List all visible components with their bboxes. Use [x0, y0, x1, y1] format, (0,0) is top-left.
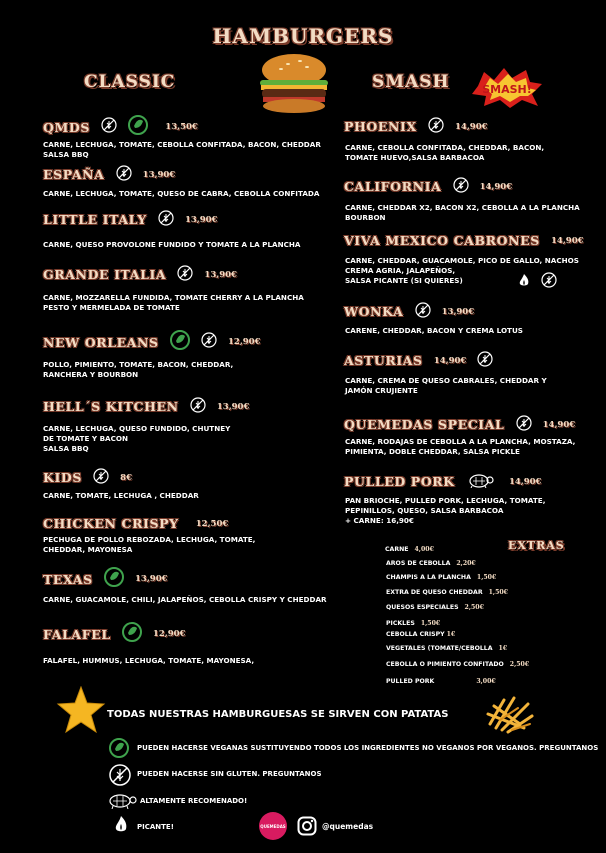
item-description: CARNE, LECHUGA, QUESO FUNDIDO, CHUTNEY DE TOMATE Y BACON SALSA BBQ — [43, 424, 231, 453]
item-price: 13,90€ — [135, 574, 168, 584]
extra-item: VEGETALES (TOMATE/CEBOLLA 1€ — [386, 645, 508, 652]
gluten-free-icon — [477, 351, 493, 371]
item-price: 14,90€ — [433, 355, 467, 366]
item-name: VIVA MEXICO CABRONES — [344, 233, 540, 248]
gluten-free-icon — [116, 165, 132, 185]
item-description: CARNE, LECHUGA, TOMATE, CEBOLLA CONFITADA, BACON, CHEDDAR SALSA BBQ — [43, 140, 321, 159]
extra-item: CEBOLLA O PIMIENTO CONFITADO 2,50€ — [386, 661, 530, 668]
extra-item: AROS DE CEBOLLA 2,20€ — [386, 560, 476, 567]
item-description: CARENE, CHEDDAR, BACON Y CREMA LOTUS — [345, 326, 523, 335]
menu-item-espana — [43, 164, 175, 185]
gluten-free-icon — [516, 415, 532, 435]
menu-item-quemedas-special — [344, 414, 575, 435]
item-description: CARNE, CREMA DE QUESO CABRALES, CHEDDAR Y JAMÓN CRUJIENTE — [345, 376, 547, 395]
menu-item-asturias — [344, 350, 493, 371]
item-price: 14,90€ — [542, 419, 576, 430]
item-name: WONKA — [344, 304, 404, 319]
item-price: 14,90€ — [455, 121, 488, 132]
item-price: 12,90€ — [227, 337, 261, 347]
gluten-free-icon — [177, 265, 193, 285]
item-name: QMDS — [43, 119, 90, 135]
extra-item: CHAMPIS A LA PLANCHA 1,50€ — [386, 574, 497, 581]
item-name: LITTLE ITALY — [43, 212, 147, 227]
gluten-free-icon — [453, 177, 469, 197]
smash-heading: SMASH — [372, 72, 450, 92]
item-description: CARNE, LECHUGA, TOMATE, QUESO DE CABRA, CEBOLLA CONFITADA — [43, 189, 320, 198]
item-name: NEW ORLEANS — [43, 334, 159, 350]
item-price: 13,90€ — [441, 306, 475, 317]
item-description: CARNE, GUACAMOLE, CHILI, JALAPEÑOS, CEBOLLA CRISPY Y CHEDDAR — [43, 595, 327, 604]
vegan-icon — [128, 115, 148, 139]
item-price: 13,90€ — [142, 169, 176, 180]
item-price: 12,50€ — [195, 518, 229, 529]
item-price: 8€ — [120, 472, 133, 483]
item-description: CARNE, CEBOLLA CONFITADA, CHEDDAR, BACON, TOMATE HUEVO,SALSA BARBACOA — [345, 143, 545, 162]
burger-image — [255, 52, 333, 114]
vegan-icon — [109, 738, 129, 758]
fries-banner: TODAS NUESTRAS HAMBURGUESAS SE SIRVEN CON PATATAS — [107, 709, 449, 720]
item-name: ASTURIAS — [344, 353, 423, 368]
legend-recommended: ALTAMENTE RECOMENADO! — [140, 797, 248, 805]
item-description: FALAFEL, HUMMUS, LECHUGA, TOMATE, MAYONESA, — [43, 656, 255, 665]
item-price: 13,90€ — [184, 214, 218, 225]
item-price: 14,90€ — [508, 476, 542, 487]
extra-item: PICKLES 1,50€ — [386, 620, 441, 627]
item-price: 13,90€ — [204, 269, 237, 280]
menu-item-kids — [43, 467, 132, 488]
legend-spicy: PICANTE! — [137, 823, 174, 831]
menu-item-wonka — [344, 301, 474, 322]
item-description: POLLO, PIMIENTO, TOMATE, BACON, CHEDDAR, RANCHERA Y BOURBON — [43, 360, 234, 379]
gluten-free-icon — [428, 117, 444, 137]
classic-heading: CLASSIC — [84, 72, 176, 92]
logo-text: QUEMEDAS — [260, 823, 286, 829]
extra-item: CEBOLLA CRISPY 1€ — [386, 631, 456, 638]
gluten-free-icon — [109, 764, 131, 786]
page-title: HAMBURGERS — [212, 24, 394, 48]
turtle-recommended-icon — [107, 791, 137, 809]
item-name: HELL´S KITCHEN — [43, 399, 179, 414]
item-name: CALIFORNIA — [344, 179, 442, 194]
turtle-recommended-icon — [466, 472, 494, 492]
item-description: PECHUGA DE POLLO REBOZADA, LECHUGA, TOMATE, CHEDDAR, MAYONESA — [43, 535, 256, 554]
item-price: 14,90€ — [551, 235, 584, 246]
extra-item: PULLED PORK 3,00€ — [386, 678, 496, 685]
gluten-free-icon — [541, 272, 557, 288]
smash-badge-text: SMASH! — [482, 83, 532, 96]
item-name: KIDS — [43, 470, 82, 485]
gluten-free-icon — [201, 332, 217, 352]
vegan-icon — [104, 567, 124, 591]
item-name: CHICKEN CRISPY — [43, 516, 179, 531]
legend-gluten: PUEDEN HACERSE SIN GLUTEN. PREGUNTANOS — [137, 770, 322, 778]
menu-item-phoenix — [344, 116, 488, 137]
quemedas-logo — [259, 812, 287, 840]
instagram-icon[interactable] — [297, 816, 317, 836]
star-icon — [56, 686, 106, 734]
extra-item: CARNE 4,00€ — [385, 546, 434, 553]
gluten-free-icon — [101, 117, 117, 137]
legend-vegan: PUEDEN HACERSE VEGANAS SUSTITUYENDO TODOS LOS INGREDIENTES NO VEGANOS POR VEGANOS. PREGUNTANOS — [137, 744, 599, 752]
menu-item-pulled-pork — [344, 471, 541, 492]
item-description: CARNE, MOZZARELLA FUNDIDA, TOMATE CHERRY A LA PLANCHA PESTO Y MERMELADA DE TOMATE — [43, 293, 304, 312]
item-name: PHOENIX — [344, 119, 417, 134]
item-name: FALAFEL — [43, 626, 111, 642]
menu-item-hells-kitchen — [43, 396, 249, 417]
item-description: CARNE, TOMATE, LECHUGA , CHEDDAR — [43, 491, 199, 500]
item-name: GRANDE ITALIA — [43, 267, 167, 282]
item-description: CARNE, RODAJAS DE CEBOLLA A LA PLANCHA, MOSTAZA, PIMIENTA, DOBLE CHEDDAR, SALSA PICKLE — [345, 437, 576, 456]
menu-item-new-orleans — [43, 330, 261, 354]
item-description: CARNE, CHEDDAR X2, BACON X2, CEBOLLA A LA PLANCHA BOURBON — [345, 203, 580, 222]
vegan-icon — [122, 622, 142, 646]
menu-item-chicken-crispy — [43, 513, 228, 532]
item-price: 13,50€ — [165, 122, 198, 132]
smash-badge — [470, 66, 544, 108]
gluten-free-icon — [190, 397, 206, 417]
spicy-icon — [114, 815, 128, 833]
gluten-free-icon — [93, 468, 109, 488]
item-name: PULLED PORK — [344, 474, 455, 489]
item-description: CARNE, QUESO PROVOLONE FUNDIDO Y TOMATE A LA PLANCHA — [43, 240, 301, 249]
item-description: CARNE, CHEDDAR, GUACAMOLE, PICO DE GALLO, NACHOS CREMA AGRIA, JALAPEÑOS, SALSA PICANTE (SI QUIERES) — [345, 256, 579, 285]
menu-item-viva-mexico-cabrones — [344, 230, 584, 249]
item-name: ESPAÑA — [43, 167, 105, 182]
extra-item: QUESOS ESPECIALES 2,50€ — [386, 604, 484, 611]
item-price: 14,90€ — [479, 181, 513, 192]
item-name: TEXAS — [43, 571, 93, 587]
gluten-free-icon — [158, 210, 174, 230]
menu-item-qmds — [43, 115, 198, 139]
menu-item-falafel — [43, 622, 185, 646]
spicy-icon — [518, 273, 530, 287]
item-name: QUEMEDAS SPECIAL — [344, 417, 505, 432]
fries-image — [484, 694, 536, 736]
item-price: 12,90€ — [152, 629, 186, 639]
menu-item-texas — [43, 567, 168, 591]
menu-item-grande-italia — [43, 264, 237, 285]
item-description: PAN BRIOCHE, PULLED PORK, LECHUGA, TOMATE, PEPINILLOS, QUESO, SALSA BARBACOA + CARNE: 16,90€ — [345, 496, 546, 525]
item-price: 13,90€ — [216, 401, 250, 412]
menu-item-little-italy — [43, 209, 217, 230]
menu-item-california — [344, 176, 512, 197]
extra-item: EXTRA DE QUESO CHEDDAR 1,50€ — [386, 589, 508, 596]
gluten-free-icon — [415, 302, 431, 322]
vegan-icon — [170, 330, 190, 354]
instagram-handle[interactable]: @quemedas — [322, 822, 374, 831]
extras-heading: EXTRAS — [508, 539, 565, 552]
